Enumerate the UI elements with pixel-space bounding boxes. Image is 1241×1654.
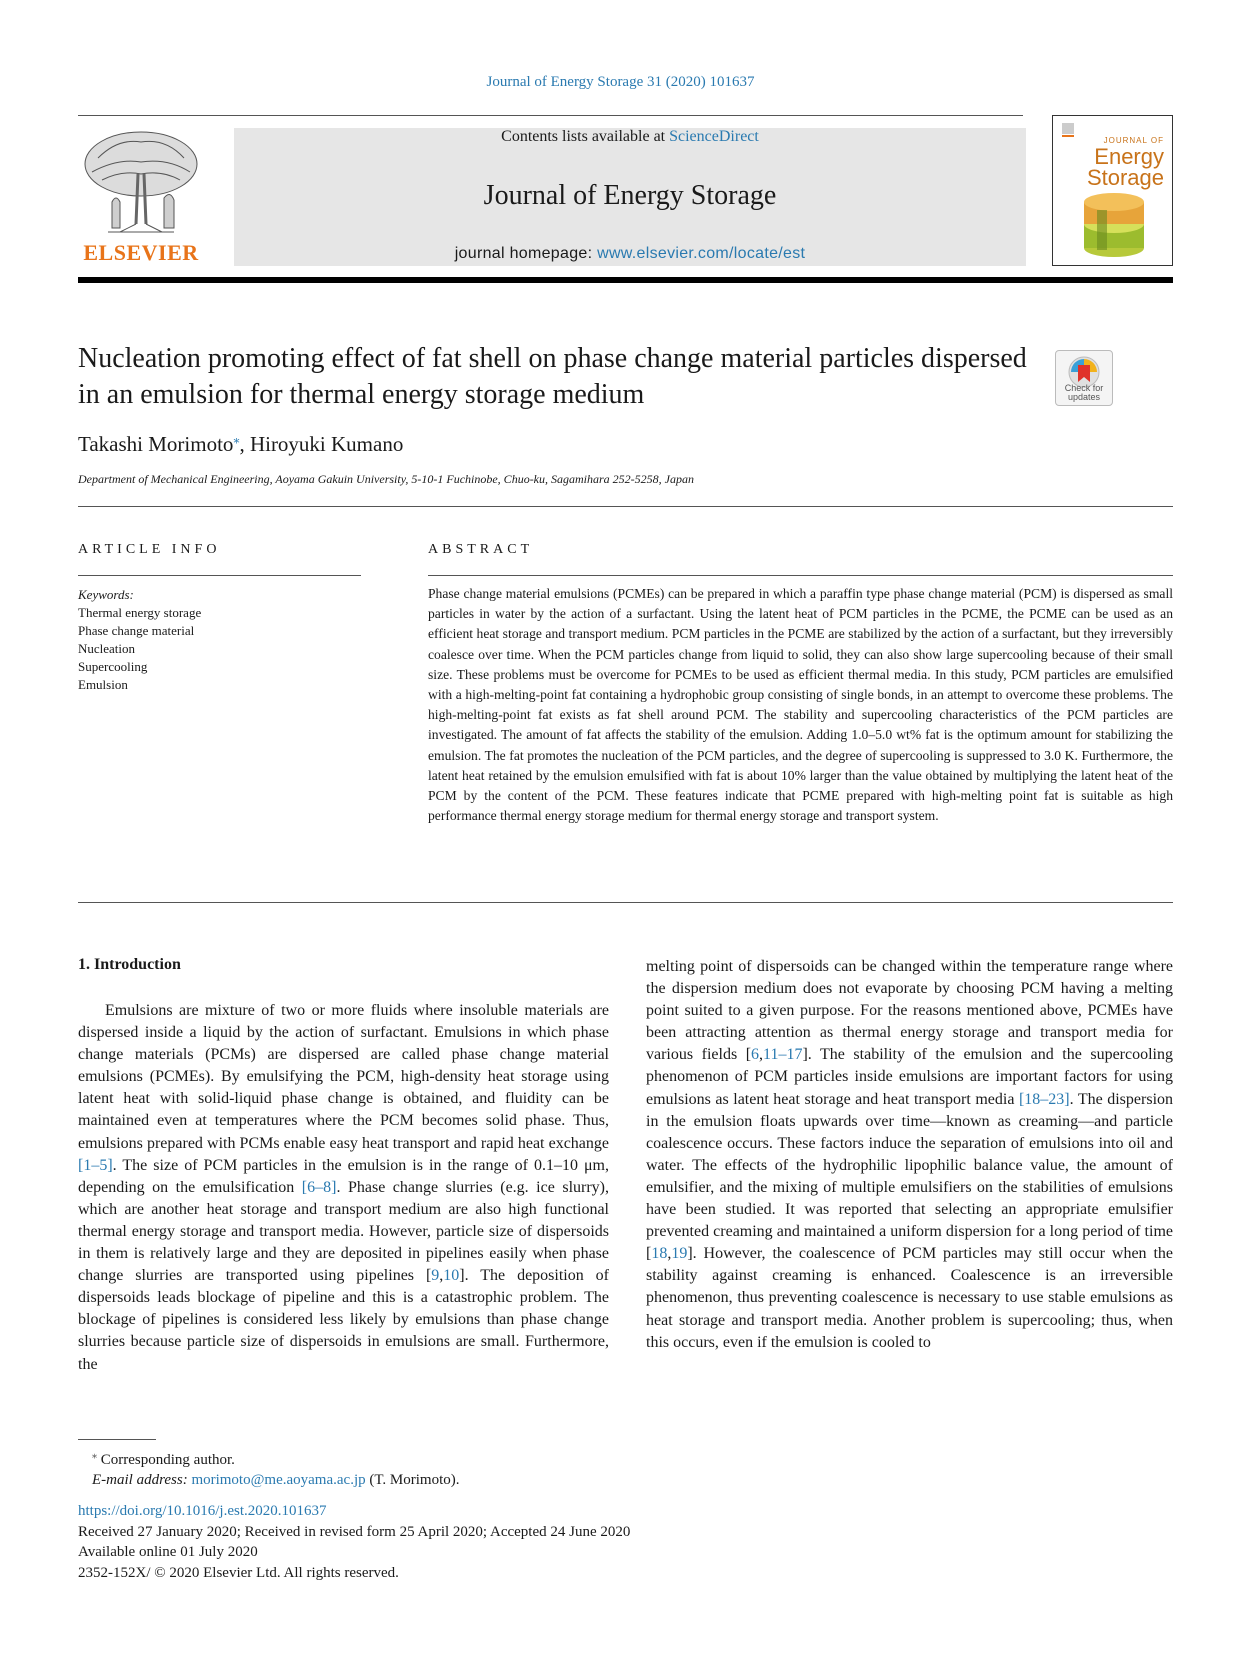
- author-name: Takashi Morimoto: [78, 432, 234, 456]
- citation-link[interactable]: [6–8]: [301, 1178, 337, 1196]
- citation-link[interactable]: 19: [671, 1245, 688, 1263]
- online-date: Available online 01 July 2020: [78, 1544, 258, 1560]
- article-title: Nucleation promoting effect of fat shell on phase change material particles dispersed in an emulsion for thermal energy storage medium: [78, 343, 1027, 410]
- crossmark-label: Check for updates: [1064, 383, 1104, 402]
- journal-homepage: [234, 245, 1026, 263]
- section-rule: [78, 902, 1173, 903]
- cover-title-line2: Storage: [1086, 165, 1164, 190]
- footnote: [92, 1446, 460, 1490]
- keywords-block: [78, 586, 361, 694]
- header-rule: [78, 115, 1023, 116]
- cover-cylinder-icon: [1079, 184, 1149, 260]
- footnote-marker: ⁎: [92, 1450, 97, 1461]
- elsevier-logo[interactable]: [78, 128, 204, 266]
- paragraph-text: Emulsions are mixture of two or more fluids where insoluble materials are dispersed inside a liquid by the action of surfactant. Emulsions in which phase change materials (PCMs) are dispersed are called phase change material emulsions (PCMEs). By emulsifying the PCM, high-density heat storage using latent heat with solid-liquid phase change is obtained, and fluidity can be maintained even at temperatures where the PCM becomes solid phase. Thus, emulsions prepared with PCMs enable easy heat transport and rapid heat exchange: [78, 1002, 609, 1152]
- keyword: Phase change material: [78, 623, 195, 638]
- author-separator: ,: [239, 432, 250, 456]
- affiliation: Department of Mechanical Engineering, Aoyama Gakuin University, 5-10-1 Fuchinobe, Chuo-ku, Sagamihara 252-5258, Japan: [78, 472, 695, 486]
- paragraph-text: . The size of PCM particles in the emulsion is in the range of 0.1–10 μm, depending on the emulsification: [78, 1156, 609, 1196]
- homepage-prefix: journal homepage:: [454, 245, 593, 262]
- abstract-text: Phase change material emulsions (PCMEs) can be prepared in which a paraffin type phase change material (PCM) is dispersed as small particles in water by the action of a surfactant. Using the latent heat of PCM particles in the PCME, the PCME can be used as an efficient heat storage and transport medium. PCM particles in the PCME are stabilized by the action of a surfactant, but they irreversibly coalesce over time. When the PCM particles change from liquid to solid, they can also show large supercooling because of their small size. These problems must be overcome for PCMEs to be used as efficient thermal media. In this study, PCM particles are emulsified with a high-melting-point fat containing a hydrophobic group consisting of single bonds, in an attempt to overcome these problems. The high-melting-point fat exists as fat shell around PCM. The stability and supercooling characteristics of the PCM particles are investigated. The amount of fat affects the stability of the emulsion. Adding 1.0–5.0 wt% fat is the optimum amount for stabilizing the emulsion. The fat promotes the nucleation of the PCM particles, and the degree of supercooling is suppressed to 3.0 K. Furthermore, the latent heat retained by the emulsion emulsified with fat is about 10% larger than the value obtained by multiplying the latent heat of the PCM by the content of the PCM. These features indicate that PCME prepared with high-melting point fat is suitable as high performance thermal energy storage medium for thermal energy storage and transport system.: [428, 586, 1173, 824]
- elsevier-tree-icon: [78, 128, 204, 236]
- paragraph-text: . The dispersion in the emulsion floats upwards over time—known as creaming—and particle coalescence occurs. These factors induce the separation of emulsions into oil and water. The effects of the hydrophilic lipophilic balance value, the amount of emulsifier, and the mixing of multiple emulsifiers on the stabilities of emulsions have been studied. It was reported that selecting an appropriate emulsifier prevented creaming and maintained a uniform dispersion for a long period of time [: [646, 1090, 1174, 1263]
- keyword: Nucleation: [78, 641, 136, 656]
- body-column-left: [78, 1000, 609, 1376]
- abstract-heading: ABSTRACT: [428, 542, 534, 557]
- paragraph-text: ]. The deposition of dispersoids leads blockage of pipeline and this is a catastrophic problem. The blockage of pipelines is considered less likely by emulsions than phase change slurries because particle size of dispersoids in emulsions are small. Furthermore, the: [78, 1267, 610, 1373]
- keywords-label: Keywords:: [78, 587, 134, 602]
- corresponding-author-note: [92, 1446, 460, 1470]
- paragraph-text: melting point of dispersoids can be changed within the temperature range where the dispersion medium does not evaporate by choosing PCM having a melting point suited to a given purpose. For the reasons mentioned above, PCMEs have been attracting attention as thermal energy storage and transport media for various fields [: [646, 958, 1173, 1064]
- citation-link[interactable]: 9: [431, 1267, 440, 1285]
- sciencedirect-link[interactable]: ScienceDirect: [669, 128, 759, 145]
- article-info-heading: ARTICLE INFO: [78, 542, 221, 557]
- citation-link[interactable]: 10: [443, 1267, 460, 1285]
- journal-masthead: [234, 128, 1026, 266]
- author-name: Hiroyuki Kumano: [249, 432, 404, 456]
- header-thick-rule: [78, 277, 1173, 283]
- footnote-rule: [78, 1439, 156, 1440]
- cover-title-line1: Energy: [1094, 144, 1164, 169]
- history-dates: Received 27 January 2020; Received in revised form 25 April 2020; Accepted 24 June 2020: [78, 1523, 631, 1540]
- elsevier-mini-logo-icon: [1061, 122, 1075, 138]
- contents-line: [234, 128, 1026, 146]
- cover-small-label: JOURNAL OF: [1103, 136, 1164, 145]
- paragraph-text: . Phase change slurries (e.g. ice slurry), which are another heat storage and transport medium are also high functional thermal energy storage and transport media. However, particle size of dispersoids in them is relatively large and they are deposited in pipelines easily when phase change slurries are transported using pipelines [: [78, 1178, 610, 1285]
- citation-link[interactable]: [18–23]: [1018, 1090, 1070, 1108]
- paragraph-text: ,: [439, 1267, 444, 1285]
- citation-link[interactable]: 18: [651, 1245, 668, 1263]
- keyword: Thermal energy storage: [78, 605, 202, 620]
- section-heading: 1. Introduction: [78, 956, 181, 973]
- doi-link[interactable]: https://doi.org/10.1016/j.est.2020.101637: [78, 1503, 327, 1519]
- cover-title: [1087, 136, 1164, 188]
- citation-link[interactable]: 11–17: [763, 1046, 803, 1064]
- check-for-updates-button[interactable]: [1055, 350, 1113, 406]
- elsevier-wordmark: ELSEVIER: [83, 240, 199, 265]
- paragraph-text: ,: [667, 1245, 672, 1263]
- corresponding-author-link[interactable]: ⁎: [233, 432, 240, 446]
- body-column-right: [646, 956, 1173, 1354]
- keyword: Emulsion: [78, 677, 128, 692]
- email-owner: (T. Morimoto).: [365, 1472, 460, 1488]
- contents-prefix: Contents lists available at: [501, 128, 666, 145]
- journal-name: Journal of Energy Storage: [483, 180, 777, 211]
- journal-cover-thumbnail[interactable]: [1052, 115, 1173, 266]
- email-link[interactable]: morimoto@me.aoyama.ac.jp: [191, 1472, 366, 1488]
- email-line: [92, 1470, 460, 1490]
- corresponding-label: Corresponding author.: [100, 1452, 235, 1468]
- journal-reference-link[interactable]: Journal of Energy Storage 31 (2020) 101637: [486, 74, 755, 90]
- email-label: E-mail address:: [92, 1472, 188, 1488]
- homepage-link[interactable]: www.elsevier.com/locate/est: [597, 245, 806, 262]
- paragraph-text: ,: [759, 1046, 764, 1064]
- abstract-rule: [428, 575, 1173, 576]
- section-rule: [78, 506, 1173, 507]
- article-metadata: [78, 1501, 630, 1583]
- paragraph-text: ]. However, the coalescence of PCM particles may still occur when the stability against creaming is enhanced. Coalescence is an irreversible phenomenon, thus preventing coalescence is necessary to use stable emulsions as heat storage and transport media. Another problem is supercooling; thus, when this occurs, even if the emulsion is cooled to: [646, 1245, 1173, 1351]
- author-list: [78, 432, 403, 457]
- keyword: Supercooling: [78, 659, 148, 674]
- article-info-rule: [78, 575, 361, 576]
- paragraph-text: ]. The stability of the emulsion and the supercooling phenomenon of PCM particles inside emulsions are important factors for using emulsions as latent heat storage and heat transport media: [646, 1046, 1173, 1108]
- citation-link[interactable]: [1–5]: [78, 1156, 113, 1174]
- citation-link[interactable]: 6: [751, 1046, 760, 1064]
- copyright: 2352-152X/ © 2020 Elsevier Ltd. All rights reserved.: [78, 1564, 399, 1581]
